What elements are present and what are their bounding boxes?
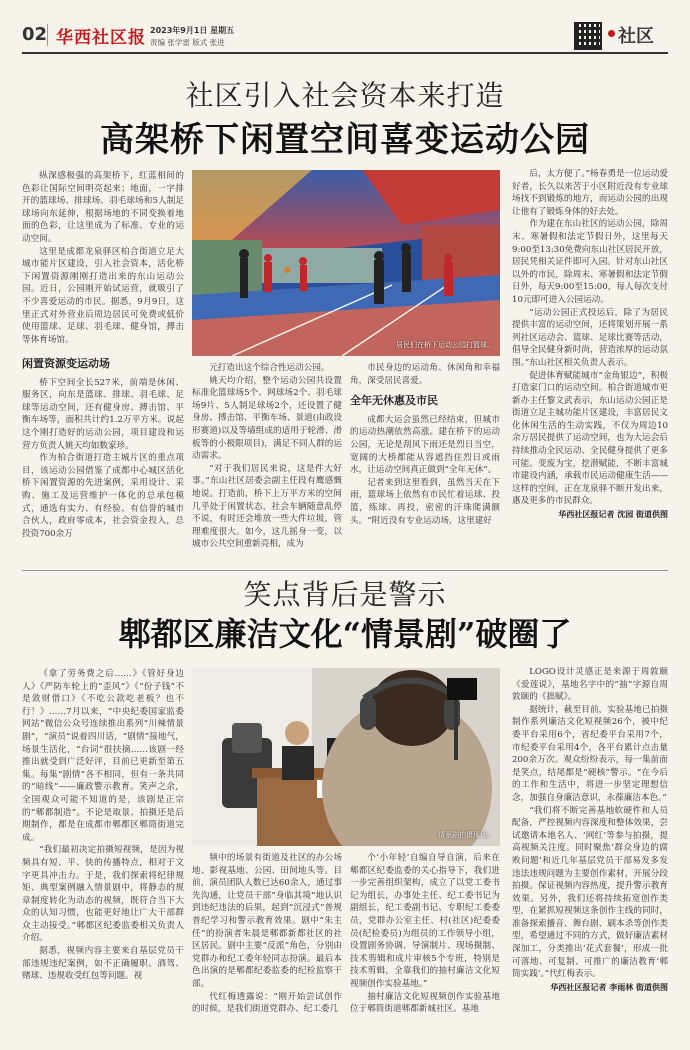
article1-intro (22, 170, 184, 348)
masthead-logo: 华西社区报 (56, 28, 146, 48)
paragraph: “运动公园正式投运后，除了为居民提供丰富的运动空间，还将策划开展一系列社区运动会、篮球、足球比赛等活动，倡导全民健身新时尚，营造浓厚的运动氛围。”东山社区相关负责人表示。 (512, 307, 668, 368)
paragraph: 记者来到这里看到，虽然当天在下雨，篮球场上依然有市民忙着运球、投篮，练球、再投，密密的汗珠爬满额头。“附近没有专业运动场，这里建好 (350, 477, 500, 526)
paragraph: 姚天均介绍，整个运动公园共设置标准化篮球场5个、网球场2个、羽毛球场9片、5人制足球场2个，还设置了健身房、搏击馆、平衡车场、景道(由政设形赛道)以及等墙组成的适用于轮滑、滑板等的小极限项目)，满足不同人群的运动需求。 (192, 375, 342, 462)
paragraph: 这里是成都龙泉驿区柏合街道立足大城市能片区建设，引入社会资本，活化桥下闲置资源刚刚打造出来的东山运动公园。近日，公园刚开始试运营，就吸引了不少喜爱运动的市民。据悉，9月9日，这里正式对外营业后周边居民可免费或低价使用篮球、足球、羽毛球、健身馆，搏击等体育场馆。 (22, 246, 184, 345)
red-dot-icon (608, 30, 615, 37)
article2-col1 (22, 668, 184, 1036)
paragraph: 市民身边的运动角、休闲角和幸福角，深受居民喜爱。 (350, 363, 500, 386)
paragraph: 桥下空间全长527米，前端是休闲、服务区，向东是篮球、排球、羽毛球、足球等运动空间，还有健身房、搏击馆、平衡车场等，面积共计约1.2万平方米。说起这个刚打造好的运动公园，项目建设和运营方负责人姚天均如数家珍。 (22, 377, 184, 451)
paragraph: “我们最初决定拍摄短视频，是因为视频具有短、平、快的传播特点，相对于文字更具冲击力。于是，我们探索将纪律规矩、典型案例融入情景剧中，将静态的规章制度转化为动态的视频，既符合当下大众的认知习惯，也能更好地让广大干部群众主动接受。”郫都区纪委监委相关负责人介绍。 (22, 845, 184, 944)
paragraph: 据统计，截至目前，实验基地已拍摄制作系列廉洁文化短视频26个，被中纪委平台采用6个，省纪委平台采用7个，市纪委平台采用4个，各平台累计点击量200余万次。观众纷纷表示，每一集前面是笑点，结尾都是“硬核”警示。“在今后的工作和生活中，将进一步坚定理想信念，加强自身廉洁意识，永葆廉洁本色。” (512, 704, 668, 803)
paragraph: 《拿了劳务费之后……》《管好身边人》《严防车轮上的“歪风”》《“份子钱”不是敛财借口》《不吃公款吃老板？也不行！》……7月以来，“中央纪委国家监委网站”微信公众号连续推出系列“川辣情景剧”，“演员”说着四川话，“剧情”接地气，场景生活化，“台词”很扶摘……该剧一经推出就受到广泛好评，目前已更新至第五集。每集“剧情”各不相同，但有一条共同的“暗线”——廉政警示教育。笑声之余，全国观众可能不知道的是，该剧是正宗的“郫都制造”。不论是取景、拍摄还是后期制作，都是在成都市郫都区郫筒街道完成。 (22, 669, 184, 843)
article2-col3 (350, 852, 500, 1036)
paragraph: 据悉，视频内容主要来自基层党员干部违规违纪案例，如不正确履职、酒驾、赌球、违规收受红包等问题。视 (22, 946, 184, 982)
paragraph: 抽村廉洁文化短视频创作实验基地位于郫筒街道郫都新城社区。基地 (350, 991, 500, 1015)
qr-code-icon (574, 22, 602, 50)
paragraph: 元打造出这个综合性运动公园。 (209, 363, 330, 373)
page-header (22, 22, 668, 56)
section-heading: 闲置资源变运动场 (22, 357, 110, 370)
header-rule (22, 52, 668, 54)
article2-col4 (512, 666, 668, 1036)
paragraph: “对于我们居民来说，这是件大好事。”东山社区居委会副主任段有鹰感慨地说。打造前，桥下上万平方米的空间几乎处于闲置状态，社会车辆随意乱停不说，有时还会堆放一些大件垃圾，管理难度很大。如今，这儿摇身一变，以城市公共空间重新亮相，成为 (192, 463, 342, 550)
article2-title: 郫都区廉洁文化“情景剧”破圈了 (118, 615, 572, 653)
photo-caption: 居民们在桥下运动公园打篮球。 (396, 341, 494, 349)
paragraph: 作为柏合街道打造主城片区的重点项目，该运动公园借鉴了成都中心城区活化桥下闲置资源的先进案例，采用设计、采购、施工及运营维护一体化的总承包模式，通选有实力、有经验、有信誉的城市合伙人，政府零成本，社会资金投入，总投资700余万 (22, 453, 184, 539)
page-number: 02 (22, 24, 48, 45)
page-number-divider (47, 24, 48, 46)
paragraph: 成都大运会虽然已经结束，但城市的运动热潮依然高涨。建在桥下的运动公园，无论是刮风下雨还是烈日当空，宽阔的大桥都能从容遮挡住烈日或雨水，让运动空间真正做到“全年无休”。 (350, 414, 500, 476)
photo-caption: 情景剧拍摄现场。 (438, 831, 494, 839)
paragraph: 个‘小年轻’自编自导自演，后来在郫都区纪委监委的关心指导下，我们进一步完善组织架构，成立了以党工委书记为组长，办事处主任、纪工委书记为副组长，纪工委副书记、专职纪工委委员，党群办公室主任、村(社区)纪委委员(纪检委员)为组员的工作领导小组，设置剧务协调、导演制片、现场摄制、技术剪辑和成片审核5个专班，特别是技术剪辑，全靠我们的抽村廉洁文化短视频创作实验基地。” (350, 853, 500, 989)
article1-col4 (512, 168, 668, 566)
article1-col2 (192, 362, 342, 565)
article2-col2 (192, 852, 342, 1036)
article1-col3 (350, 362, 500, 565)
basketball-court-image (192, 170, 500, 356)
paragraph: 后，太方便了。”杨春勇是一位运动爱好者，长久以来苦于小区附近没有专业球场找不到锻炼的地方，而运动公园的出现让他有了锻炼身体的好去处。 (512, 169, 668, 217)
editors-line: 责编 张学雷 版式 张进 (150, 38, 225, 47)
section-label: 社区 (618, 26, 654, 47)
article2-kicker: 笑点背后是警示 (243, 578, 447, 611)
article1-col1 (22, 350, 184, 565)
byline: 华西社区报记者 沈园 街道供图 (558, 509, 668, 520)
article2-photo (192, 668, 500, 846)
section-heading: 全年无休惠及市民 (350, 394, 438, 408)
paragraph: LOGO设计灵感正是来源于周敦颐《爱莲说》，基地名字中的“抽”字源自周敦颐的《拙赋》。 (512, 667, 668, 703)
article1-title: 高架桥下闲置空间喜变运动公园 (100, 120, 590, 160)
paragraph: 频中的场景有街道及社区的办公场地、影视基地、公园、田间地头等。目前，演员团队人数已达60余人，通过事先沟通，让党员干部“身临其境”地认识到违纪违法的后果，起到“沉浸式”普规普纪学习和警示教育效果。剧中“朱主任”的扮演者朱晨是郫都新都社区的社区居民。剧中主要“反派”角色，分别由党群办和纪工委年轻同志扮演。最后本色出演的是郫都纪委监委的纪检监察干部。 (192, 853, 342, 989)
paragraph: “我们将不断完善基地软硬件和人员配备，严控视频内容深度和整体效果，尝试邀请本地名人、‘网红’等参与拍摄，提高视频关注度。同时聚焦‘群众身边的腐败问题’和近几年基层党员干部易发多发违法违规问题为主要创作素材，开展分段拍摄。保证视频内容热度，提升警示教育效果。另外，我们还将持续拓宽创作类型，在紧抓短视频这条创作主线的同时，准备探索播音、舞台剧、刷本杀等创作类型，希望通过不同的方式，做好廉洁素材深加工，分类推出‘花式套餐’，形成一批可落地、可复制、可推广的廉洁教育‘郫筒实践’。”代红梅表示。 (512, 805, 668, 980)
filming-scene-image (192, 668, 500, 846)
paragraph: 作为建在东山社区的运动公园，除周末、寒暑假和法定节假日外，这里每天9:00至13:30免费向东山社区居民开放，居民凭相关证件即可入园。针对东山社区以外的市民，除周末、寒暑假和法定节假日外，每天9:00至15:00，每人每次支付10元即可进入公园运动。 (512, 219, 668, 305)
paragraph: 促进体育赋能城市“金角银边”，积极打造家门口的运动空间。柏合街道城市更新办主任黎文武表示，东山运动公园正是街道立足主城功能片区建设，丰富居民文化休闲生活的生动实践，不仅为周边10余万居民提供了运动空间，也为大运会后持续推动全民运动、全民健身提供了更多可能。变废为宝，挖潜赋能，不断丰富城市建设内涵，承载市民运动健康生活——这样的空间，正在龙泉驿不断开发出来，惠及更多的市民群众。 (512, 370, 668, 507)
paragraph: 代红梅透露说：“刚开始尝试创作的时候，是我们街道党群办、纪工委几 (192, 991, 342, 1015)
paragraph: 纵深感极强的高架桥下，红蓝相间的色彩让国际空间明亮起来；地面，一字排开的篮球场、排球场、羽毛球场和5人制足球场向东延伸，根据场地的不同变换着地面的色彩，让这里成为了标准、专业的运动空间。 (22, 171, 184, 244)
issue-date: 2023年9月1日 星期五 (150, 26, 235, 35)
article-divider (22, 570, 668, 571)
article1-photo (192, 170, 500, 356)
article1-kicker: 社区引入社会资本来打造 (185, 79, 505, 112)
byline: 华西社区报记者 李雨林 街道供图 (550, 981, 668, 992)
